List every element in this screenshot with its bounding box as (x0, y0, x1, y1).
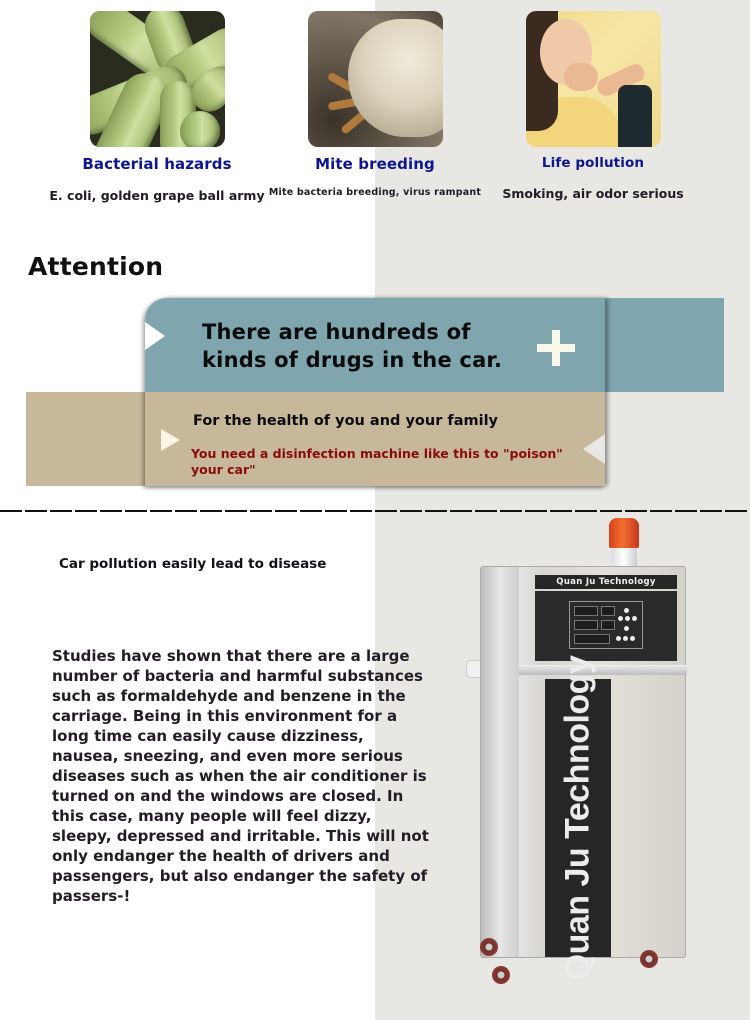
woman-smelling-sock-image (526, 11, 661, 147)
side-panel (481, 567, 519, 957)
brand-label-vertical: Quan Ju Technology (558, 655, 597, 981)
display-frame (569, 601, 643, 649)
headline-line: There are hundreds of (202, 320, 471, 344)
section-body: Studies have shown that there are a large number of bacteria and harmful substances such as formaldehyde and benzene in the carriage. Being in this environment for a long time can easily cause dizziness, nausea, sneezing, and even more serious diseases such as when the air conditioner is turned on and the windows are closed. In this case, many people will feel dizzy, sleepy, depressed and irritable. This will not only endanger the health of drivers and passengers, but also endanger the safety of passers-! (52, 647, 429, 905)
feature-card-pollution (483, 11, 703, 201)
teal-band-extension (604, 298, 724, 392)
bacteria-image (90, 11, 225, 147)
ribbon-notch (583, 434, 605, 464)
play-arrow-icon (161, 429, 180, 451)
feature-title: Bacterial hazards (82, 155, 232, 173)
attention-heading: Attention (28, 252, 164, 281)
feature-title: Life pollution (541, 155, 645, 171)
attention-ribbon (145, 298, 605, 486)
brand-strip-vertical (545, 655, 611, 981)
attention-headline (202, 318, 502, 374)
feature-description: Smoking, air odor serious (502, 186, 684, 201)
disinfection-machine-image (466, 518, 696, 998)
feature-description: Mite bacteria breeding, virus rampant (268, 187, 482, 198)
feature-description: E. coli, golden grape ball army (49, 188, 265, 203)
machine-cabinet (480, 566, 686, 981)
attention-callout: You need a disinfection machine like this to "poison" your car" (191, 446, 563, 477)
warning-beacon-icon (609, 518, 639, 548)
dust-mite-image (308, 11, 443, 147)
control-panel (535, 591, 677, 661)
caster-wheel-icon (492, 966, 510, 984)
ribbon-notch (145, 322, 165, 350)
caster-wheel-icon (640, 950, 658, 968)
feature-card-mite (265, 11, 485, 198)
dashed-divider (0, 510, 750, 512)
headline-line: kinds of drugs in the car. (202, 348, 503, 372)
beacon-base (611, 548, 637, 566)
feature-title: Mite breeding (315, 155, 435, 173)
attention-subhead: For the health of you and your family (193, 413, 498, 429)
plus-icon (537, 330, 575, 366)
tan-band-extension (26, 392, 146, 486)
feature-card-bacteria (47, 11, 267, 203)
cabinet-shelf (519, 665, 687, 675)
brand-label-top: Quan Ju Technology (535, 575, 677, 589)
section-title: Car pollution easily lead to disease (59, 556, 327, 572)
caster-wheel-icon (480, 938, 498, 956)
